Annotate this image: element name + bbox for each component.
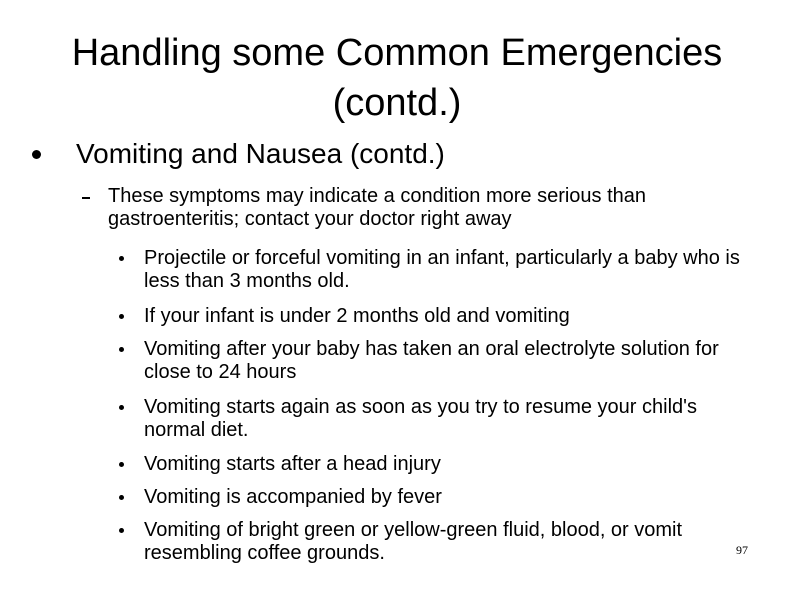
bullet-dot-icon [32, 150, 41, 159]
list-item: If your infant is under 2 months old and vomiting [144, 305, 570, 327]
bullet-dot-icon [119, 528, 124, 533]
bullet-dot-icon [119, 314, 124, 319]
list-item: Vomiting of bright green or yellow-green fluid, blood, or vomit resembling coffee grounds. [144, 519, 683, 564]
bullet-dot-icon [119, 405, 124, 410]
bullet-dot-icon [119, 462, 124, 467]
bullet-dot-icon [119, 256, 124, 261]
slide-title: Handling some Common Emergencies (contd.) [71, 32, 723, 124]
bullet-dash-icon [82, 197, 90, 199]
list-item: Vomiting starts after a head injury [144, 453, 441, 475]
bullet-dot-icon [119, 347, 124, 352]
list-item: Vomiting after your baby has taken an oral electrolyte solution for close to 24 hours [144, 338, 719, 383]
list-item: Vomiting is accompanied by fever [144, 486, 442, 508]
level1-bullet-text: Vomiting and Nausea (contd.) [76, 138, 445, 169]
page-number: 97 [736, 543, 748, 557]
bullet-dot-icon [119, 495, 124, 500]
level2-bullet-text: These symptoms may indicate a condition more serious than gastroenteritis; contact your doctor right away [108, 185, 647, 230]
list-item: Projectile or forceful vomiting in an infant, particularly a baby who is less than 3 months old. [144, 247, 740, 292]
list-item: Vomiting starts again as soon as you try to resume your child's normal diet. [144, 396, 697, 441]
